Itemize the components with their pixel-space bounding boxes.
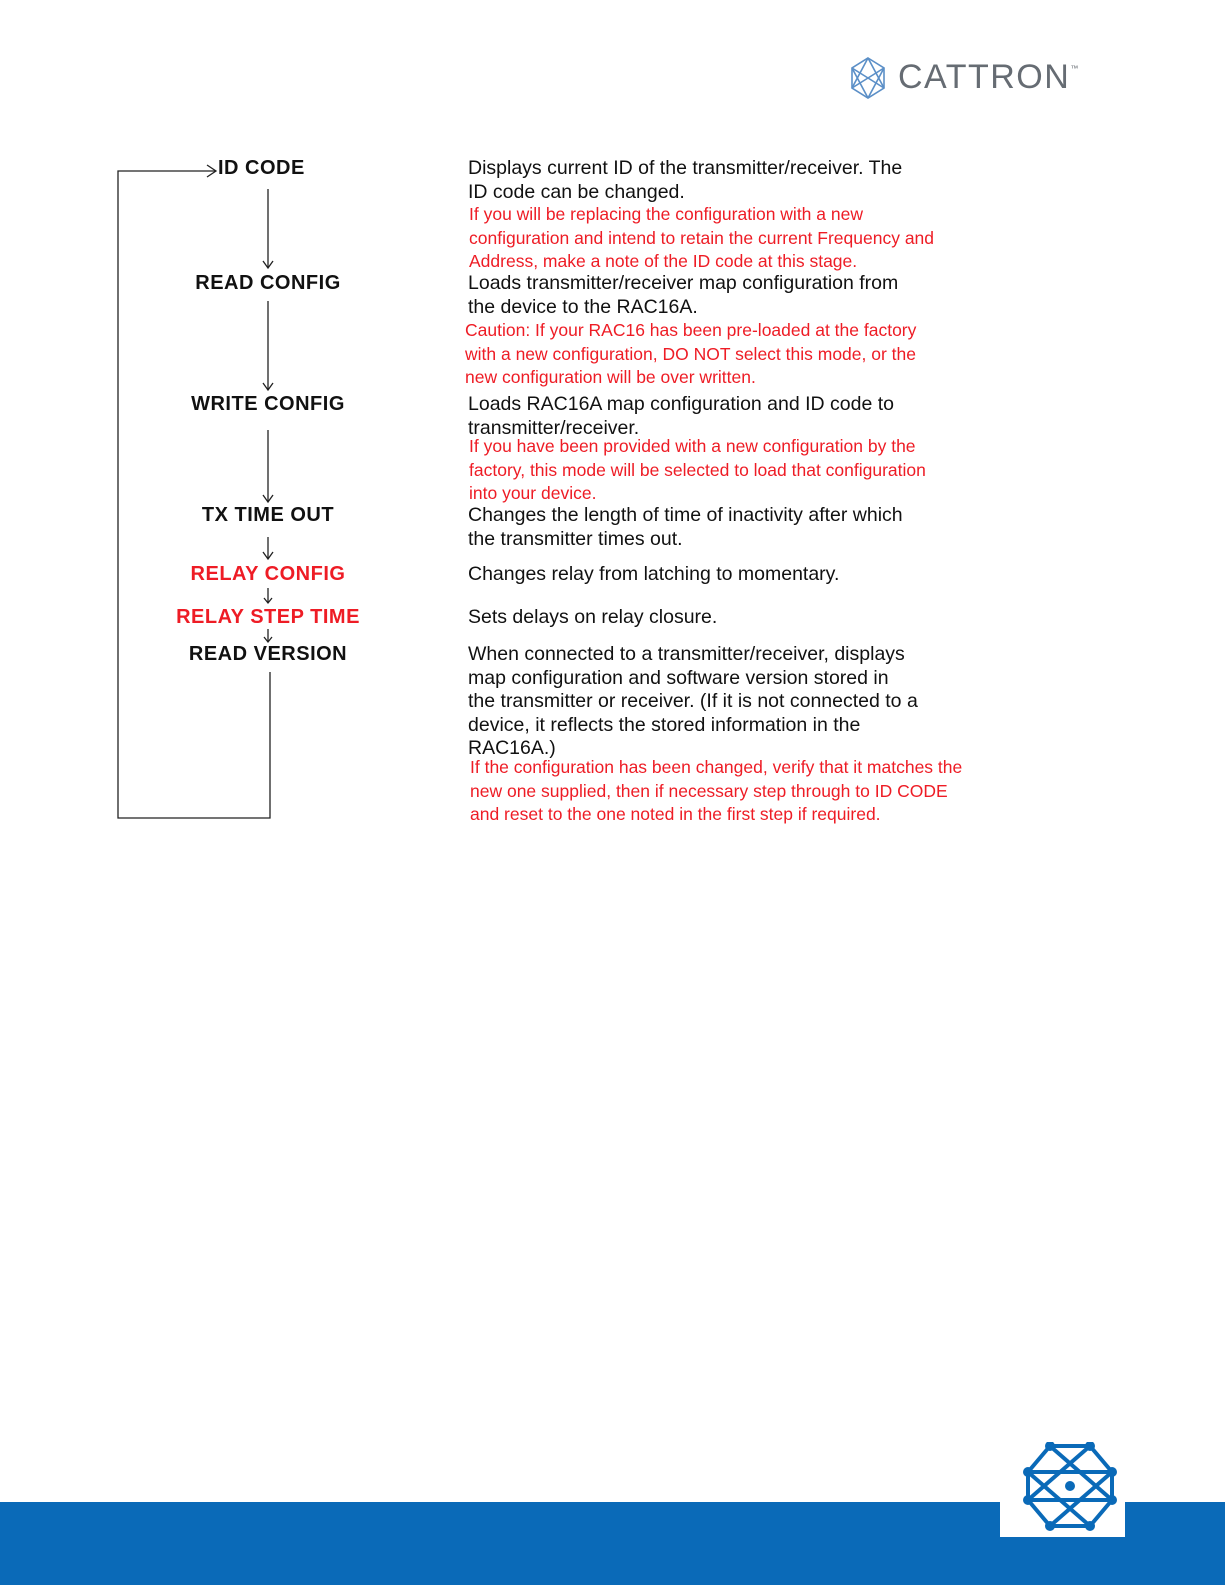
note-read-config	[465, 319, 1085, 390]
desc-line: Loads RAC16A map configuration and ID code to	[468, 393, 895, 415]
step-relay-config: RELAY CONFIG	[190, 563, 346, 585]
note-id-code	[469, 203, 1089, 274]
desc-relay-step-time	[468, 606, 1068, 630]
logo-trademark: ™	[1070, 64, 1079, 73]
desc-line: Sets delays on relay closure.	[468, 606, 718, 628]
note-line: into your device.	[469, 483, 597, 503]
note-write-config	[469, 435, 1089, 506]
loop-back-line	[118, 171, 270, 818]
note-read-version	[470, 756, 1090, 827]
note-line: If you will be replacing the configuration with a new	[469, 204, 863, 224]
note-line: and reset to the one noted in the first step if required.	[470, 804, 881, 824]
desc-line: RAC16A.)	[468, 737, 556, 759]
desc-line: device, it reflects the stored information in the	[468, 713, 861, 736]
step-id-code: ID CODE	[218, 157, 305, 179]
note-line: Address, make a note of the ID code at this stage.	[469, 251, 858, 271]
logo-text: CATTRON	[898, 58, 1071, 96]
desc-line: the transmitter or receiver. (If it is not connected to a	[468, 690, 918, 712]
desc-relay-config	[468, 563, 1068, 587]
desc-read-version	[468, 643, 1068, 761]
desc-read-config	[468, 272, 1068, 319]
desc-line: the device to the RAC16A.	[468, 295, 698, 318]
desc-line: When connected to a transmitter/receiver, displays	[468, 643, 905, 665]
step-relay-step-time: RELAY STEP TIME	[176, 606, 360, 628]
desc-line: Changes the length of time of inactivity after which	[468, 504, 903, 526]
desc-line: ID code can be changed.	[468, 180, 685, 203]
desc-line: Displays current ID of the transmitter/receiver. The	[468, 157, 903, 179]
note-line: factory, this mode will be selected to load that configuration	[469, 459, 926, 480]
desc-id-code	[468, 157, 1068, 204]
note-line: new one supplied, then if necessary step through to ID CODE	[470, 780, 948, 801]
desc-line: transmitter/receiver.	[468, 416, 640, 439]
step-read-config: READ CONFIG	[195, 272, 341, 294]
step-tx-time-out: TX TIME OUT	[201, 504, 335, 526]
footer-lattice-icon	[1000, 1442, 1125, 1537]
desc-line: map configuration and software version stored in	[468, 666, 889, 689]
note-line: If the configuration has been changed, verify that it matches the	[470, 757, 963, 777]
note-line: new configuration will be over written.	[465, 367, 756, 387]
note-line: with a new configuration, DO NOT select this mode, or the	[465, 343, 916, 364]
note-line: configuration and intend to retain the current Frequency and	[469, 227, 935, 248]
note-line: If you have been provided with a new configuration by the	[469, 436, 916, 456]
note-line: Caution: If your RAC16 has been pre-loaded at the factory	[465, 320, 917, 340]
desc-line: Loads transmitter/receiver map configuration from	[468, 272, 899, 294]
step-write-config: WRITE CONFIG	[191, 393, 345, 415]
desc-line: the transmitter times out.	[468, 527, 683, 550]
desc-write-config	[468, 393, 1068, 440]
desc-tx-time-out	[468, 504, 1068, 551]
step-read-version: READ VERSION	[188, 643, 348, 665]
desc-line: Changes relay from latching to momentary.	[468, 563, 840, 585]
